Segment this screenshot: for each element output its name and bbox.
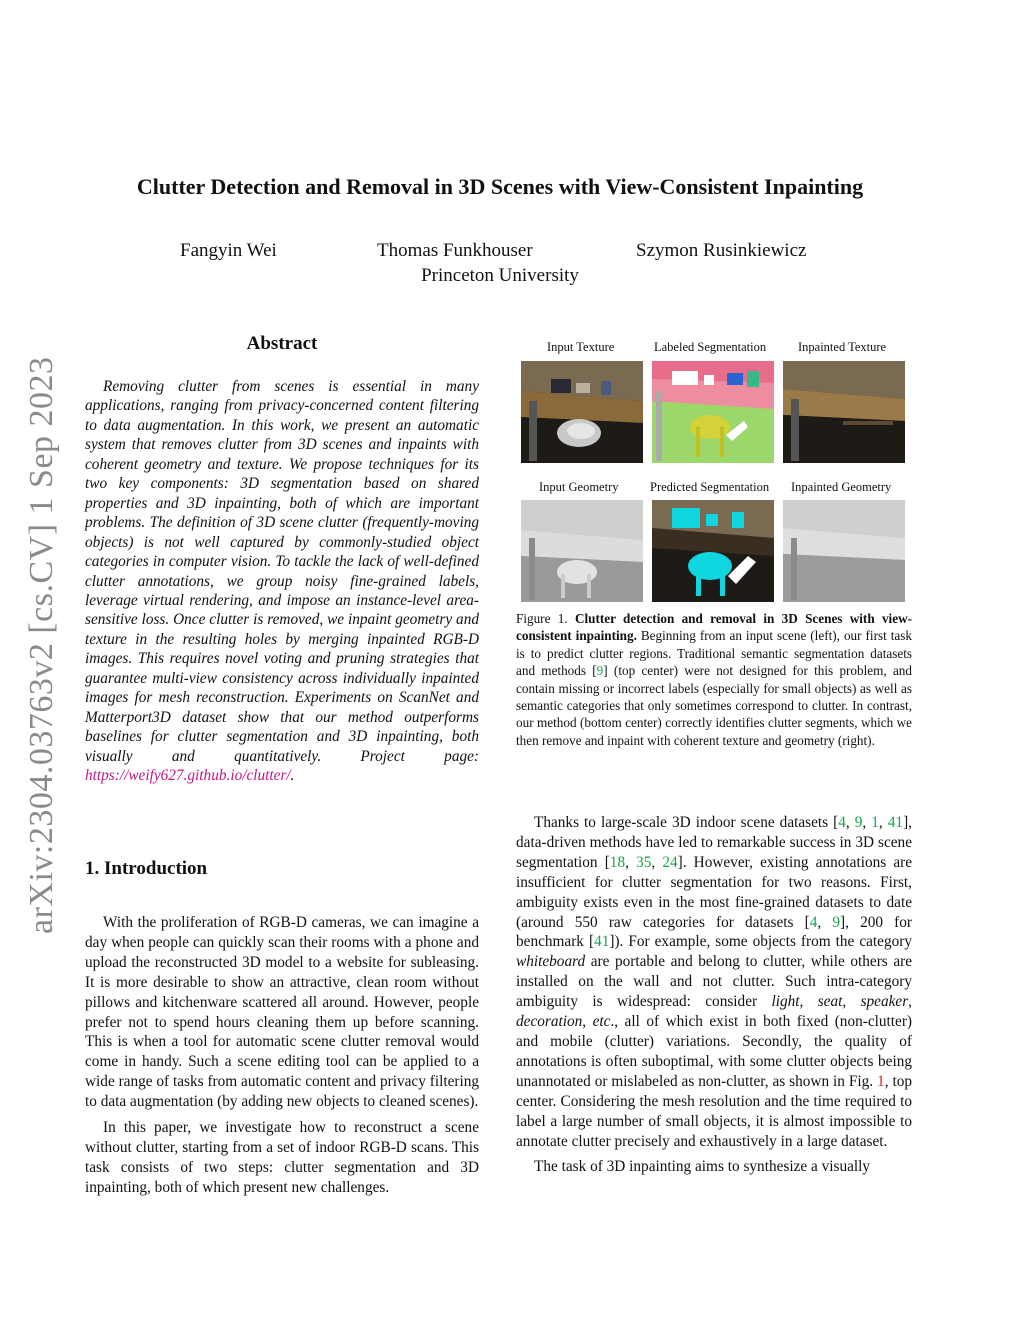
abstract-text: Removing clutter from scenes is essential in many applications, ranging from privacy-concerned content filtering to data augmentation. In this work, we present an automatic system that removes clutter from 3D scenes and inpaints with coherent geometry and texture. We propose techniques for its two key components: 3D segmentation based on shared properties and 3D inpainting, both of which are important problems. The definition of 3D scene clutter (frequently-moving objects) is not well captured by commonly-studied object categories in computer vision. To tackle the lack of well-defined clutter annotations, we group noisy fine-grained labels, leverage virtual rendering, and impose an instance-level area-sensitive loss. Once clutter is removed, we inpaint geometry and texture in the resulting holes by merging inpainted RGB-D images. This requires novel voting and pruning strategies that guarantee multi-view consistency across individually inpainted images for mesh reconstruction. Experiments on ScanNet and Matterport3D dataset show that our method outperforms baselines for clutter segmentation and 3D inpainting, both visually and quantitatively. Project page: https://weify627.github.io/clutter/.: [85, 378, 479, 785]
affiliation: Princeton University: [421, 265, 579, 286]
figure-label: Inpainted Geometry: [791, 480, 892, 494]
input-geometry-image: [521, 500, 643, 602]
author-name: Szymon Rusinkiewicz: [636, 240, 807, 261]
citation-link[interactable]: 35: [636, 853, 652, 871]
right-column-text: [516, 813, 912, 1177]
citation-link[interactable]: 4: [809, 913, 818, 931]
citation-link[interactable]: 9: [832, 913, 840, 931]
inpainted-texture-image: [783, 361, 905, 463]
abstract-heading: Abstract: [246, 333, 318, 354]
figure-label: Predicted Segmentation: [650, 480, 770, 494]
figure-caption: Figure 1. Clutter detection and removal in 3D Scenes with view-consistent inpainting. Beginning from an input scene (left), our first task is to predict clutter regions. Traditional semantic segmentation datasets and methods [9] (top center) were not designed for this problem, and contain missing or incorrect labels (especially for small objects) as well as semantic categories that only sometimes correspond to clutter. In contrast, our method (bottom center) correctly identifies clutter segments, which we then remove and inpaint with coherent texture and geometry (right).: [516, 611, 913, 748]
figure-reference-link[interactable]: 1: [877, 1072, 885, 1090]
paragraph: With the proliferation of RGB-D cameras, we can imagine a day when people can quickly scan their rooms with a phone and upload the reconstructed 3D model to a website for subleasing. It is more desirable to show an attractive, clean room without pillows and kitchenware scattered all around. However, people prefer not to spend hours cleaning them up before scanning. This is when a tool for automatic scene clutter removal would come in handy. Such a scene editing tool can be applied to a wide range of tasks from automatic content and privacy filtering to data augmentation (by adding new objects to cleaned scenes).: [85, 914, 479, 1111]
input-texture-image: [521, 361, 643, 463]
citation-link[interactable]: 1: [871, 814, 879, 831]
citation-link[interactable]: 18: [609, 853, 626, 871]
figure-label: Input Texture: [547, 340, 615, 354]
figure-label: Input Geometry: [539, 480, 619, 494]
paragraph: Thanks to large-scale 3D indoor scene datasets [4, 9, 1, 41], data-driven methods have led to remarkable success in 3D scene segmentation [18, 35, 24]. However, existing annotations are insufficient for clutter segmentation for two reasons. First, ambiguity exists even in the most fine-grained datasets to date (around 550 raw categories for datasets [4, 9], 200 for benchmark [41]). For example, some objects from the category whiteboard are portable and belong to clutter, while others are installed on the wall and not clutter. Such intra-category ambiguity is widespread: consider light, seat, speaker, decoration, etc., all of which exist in both fixed (non-clutter) and mobile (clutter) variations. Secondly, the quality of annotations is often suboptimal, with some clutter objects being unannotated or mislabeled as non-clutter, as shown in Fig. 1, top center. Considering the mesh resolution and the time required to label a large number of small objects, it is almost impossible to annotate clutter precisely and exhaustively in a large dataset.: [516, 814, 913, 1150]
figure-label: Inpainted Texture: [798, 340, 887, 354]
project-page-link[interactable]: https://weify627.github.io/clutter/: [85, 767, 291, 785]
introduction-heading: 1. Introduction: [85, 858, 208, 879]
author-name: Thomas Funkhouser: [377, 240, 533, 261]
citation-link[interactable]: 9: [596, 663, 604, 679]
citation-link[interactable]: 41: [594, 933, 610, 951]
paper-title: Clutter Detection and Removal in 3D Scenes with View-Consistent Inpainting: [136, 174, 864, 199]
citation-link[interactable]: 4: [838, 814, 846, 831]
author-name: Fangyin Wei: [180, 240, 277, 261]
introduction-text: [85, 913, 479, 1198]
citation-link[interactable]: 24: [662, 853, 678, 871]
figure-label: Labeled Segmentation: [654, 340, 767, 354]
paragraph: The task of 3D inpainting aims to synthesize a visually: [534, 1158, 871, 1176]
arxiv-identifier: arXiv:2304.03763v2 [cs.CV] 1 Sep 2023: [23, 356, 60, 934]
inpainted-geometry-image: [783, 500, 905, 602]
citation-link[interactable]: 9: [854, 814, 863, 831]
citation-link[interactable]: 41: [887, 814, 904, 831]
paragraph: In this paper, we investigate how to reconstruct a scene without clutter, starting from a set of indoor RGB-D scans. This task consists of two steps: clutter segmentation and 3D inpainting, both of which present new challenges.: [85, 1119, 479, 1196]
predicted-segmentation-image: [652, 500, 774, 602]
labeled-segmentation-image: [652, 361, 774, 463]
